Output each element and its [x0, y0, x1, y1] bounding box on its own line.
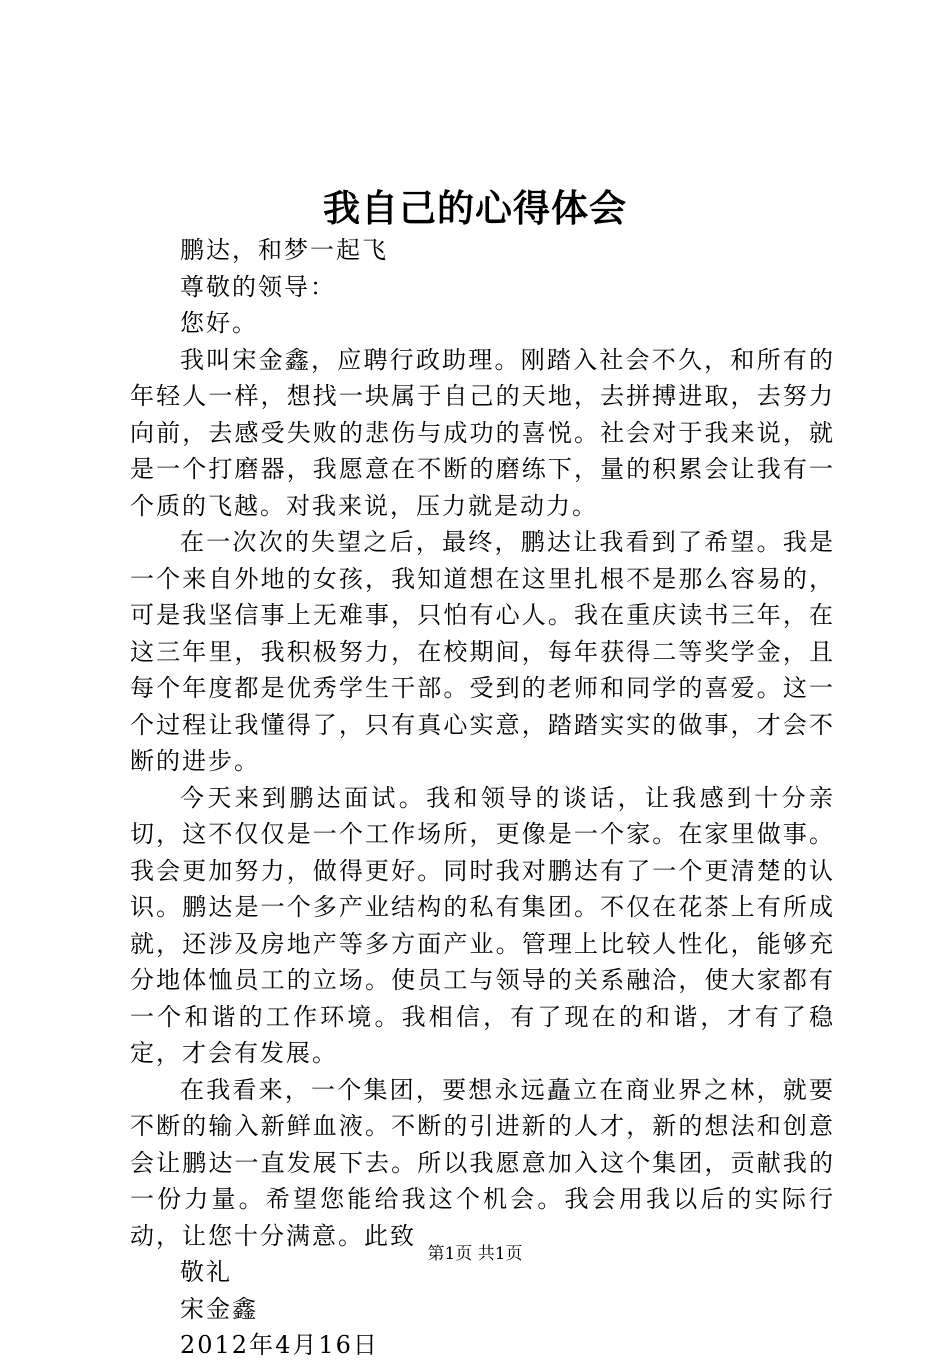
page-footer: 第1页 共1页: [427, 1244, 523, 1264]
subtitle-line: 鹏达，和梦一起飞: [180, 236, 388, 264]
body-paragraph: 在我看来，一个集团，要想永远矗立在商业界之林，就要不断的输入新鲜血液。不断的引进新的人才，新的想法和创意会让鹏达一直发展下去。所以我愿意加入这个集团，贡献我的一份力量。希望您能给我这个机会。我会用我以后的实际行动，让您十分满意。此致: [130, 1075, 835, 1250]
document-title: 我自己的心得体会: [323, 186, 627, 230]
body-paragraph: 今天来到鹏达面试。我和领导的谈话，让我感到十分亲切，这不仅仅是一个工作场所，更像是一个家。在家里做事。我会更加努力，做得更好。同时我对鹏达有了一个更清楚的认识。鹏达是一个多产业结构的私有集团。不仅在花茶上有所成就，还涉及房地产等多方面产业。管理上比较人性化，能够充分地体恤员工的立场。使员工与领导的关系融洽，使大家都有一个和谐的工作环境。我相信，有了现在的和谐，才有了稳定，才会有发展。: [130, 783, 835, 1067]
closing-line: 敬礼: [180, 1258, 232, 1286]
signature-line: 宋金鑫: [180, 1294, 258, 1323]
greeting-line: 您好。: [180, 309, 258, 337]
document-body: [130, 232, 835, 1364]
date-line: 2012年4月16日: [180, 1331, 379, 1359]
salutation-line: 尊敬的领导：: [180, 272, 336, 301]
body-paragraph: 我叫宋金鑫，应聘行政助理。刚踏入社会不久，和所有的年轻人一样，想找一块属于自己的天地，去拼搏进取，去努力向前，去感受失败的悲伤与成功的喜悦。社会对于我来说，就是一个打磨器，我愿意在不断的磨练下，量的积累会让我有一个质的飞越。对我来说，压力就是动力。: [130, 345, 835, 520]
body-paragraph: 在一次次的失望之后，最终，鹏达让我看到了希望。我是一个来自外地的女孩，我知道想在这里扎根不是那么容易的，可是我坚信事上无难事，只怕有心人。我在重庆读书三年，在这三年里，我积极努力，在校期间，每年获得二等奖学金，且每个年度都是优秀学生干部。受到的老师和同学的喜爱。这一个过程让我懂得了，只有真心实意，踏踏实实的做事，才会不断的进步。: [130, 528, 835, 775]
